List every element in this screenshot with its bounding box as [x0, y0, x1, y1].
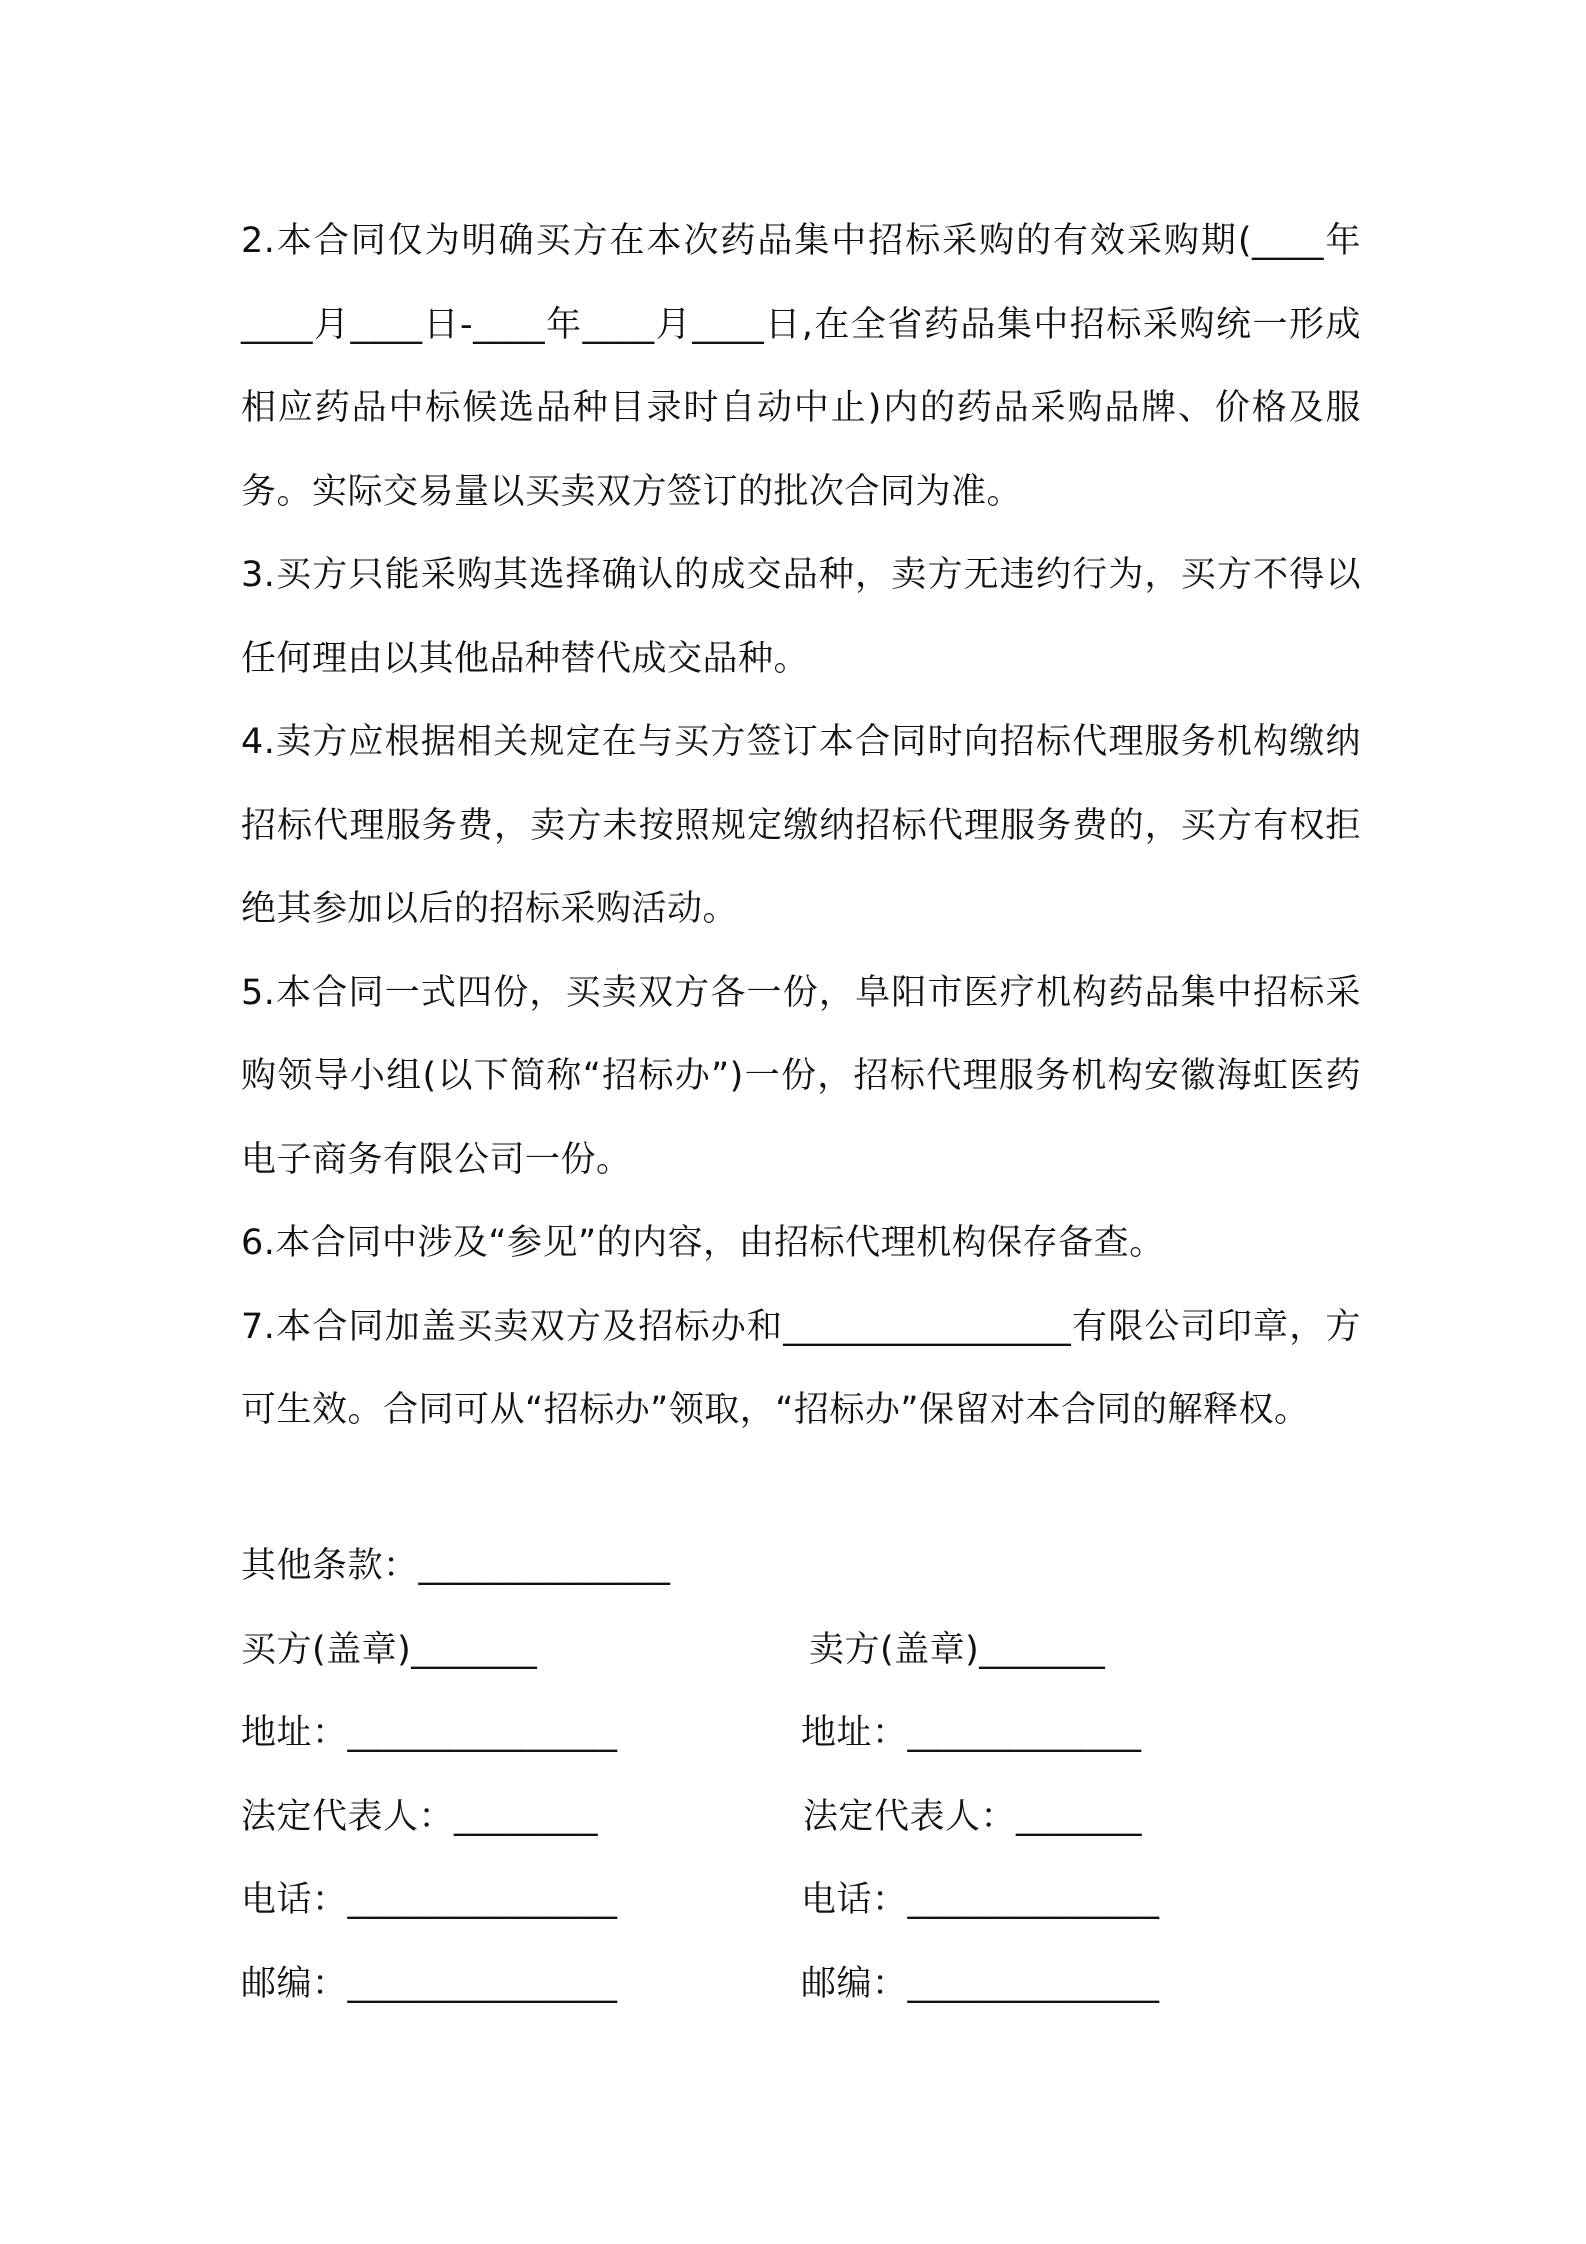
seller-representative: 法定代表人：_______	[803, 1797, 1143, 1837]
clause-7: 7.本合同加盖买卖双方及招标办和________________有限公司印章，方可生效。合同可从“招标办”领取，“招标办”保留对本合同的解释权。	[241, 1306, 1361, 1430]
seller-phone: 电话：______________	[801, 1880, 1160, 1920]
buyer-representative: 法定代表人：________	[241, 1797, 599, 1837]
other-terms: 其他条款：______________	[241, 1546, 671, 1586]
buyer-postcode: 邮编：_______________	[241, 1964, 618, 2004]
buyer-address: 地址：_______________	[241, 1713, 618, 1753]
seller-postcode: 邮编：______________	[801, 1964, 1160, 2004]
clause-5: 5.本合同一式四份，买卖双方各一份，阜阳市医疗机构药品集中招标采购领导小组(以下简称“招标办”)一份，招标代理服务机构安徽海虹医药电子商务有限公司一份。	[241, 972, 1361, 1180]
contract-clauses	[241, 200, 1361, 1453]
clause-4: 4.卖方应根据相关规定在与买方签订本合同时向招标代理服务机构缴纳招标代理服务费，卖方未按照规定缴纳招标代理服务费的，买方有权拒绝其参加以后的招标采购活动。	[241, 722, 1361, 929]
seller-address: 地址：_____________	[801, 1713, 1142, 1753]
seller-seal: 卖方(盖章)_______	[809, 1630, 1106, 1670]
buyer-phone: 电话：_______________	[241, 1880, 618, 1920]
buyer-seal: 买方(盖章)_______	[241, 1630, 538, 1670]
clause-6: 6.本合同中涉及“参见”的内容，由招标代理机构保存备查。	[241, 1223, 1165, 1263]
clause-3: 3.买方只能采购其选择确认的成交品种，卖方无违约行为，买方不得以任何理由以其他品种替代成交品种。	[241, 555, 1361, 679]
clause-2: 2.本合同仅为明确买方在本次药品集中招标采购的有效采购期(____年____月____日-____年____月____日,在全省药品集中招标采购统一形成相应药品中标候选品种目录时自动中止)内的药品采购品牌、价格及服务。实际交易量以买卖双方签订的批次合同为准。	[241, 221, 1361, 512]
